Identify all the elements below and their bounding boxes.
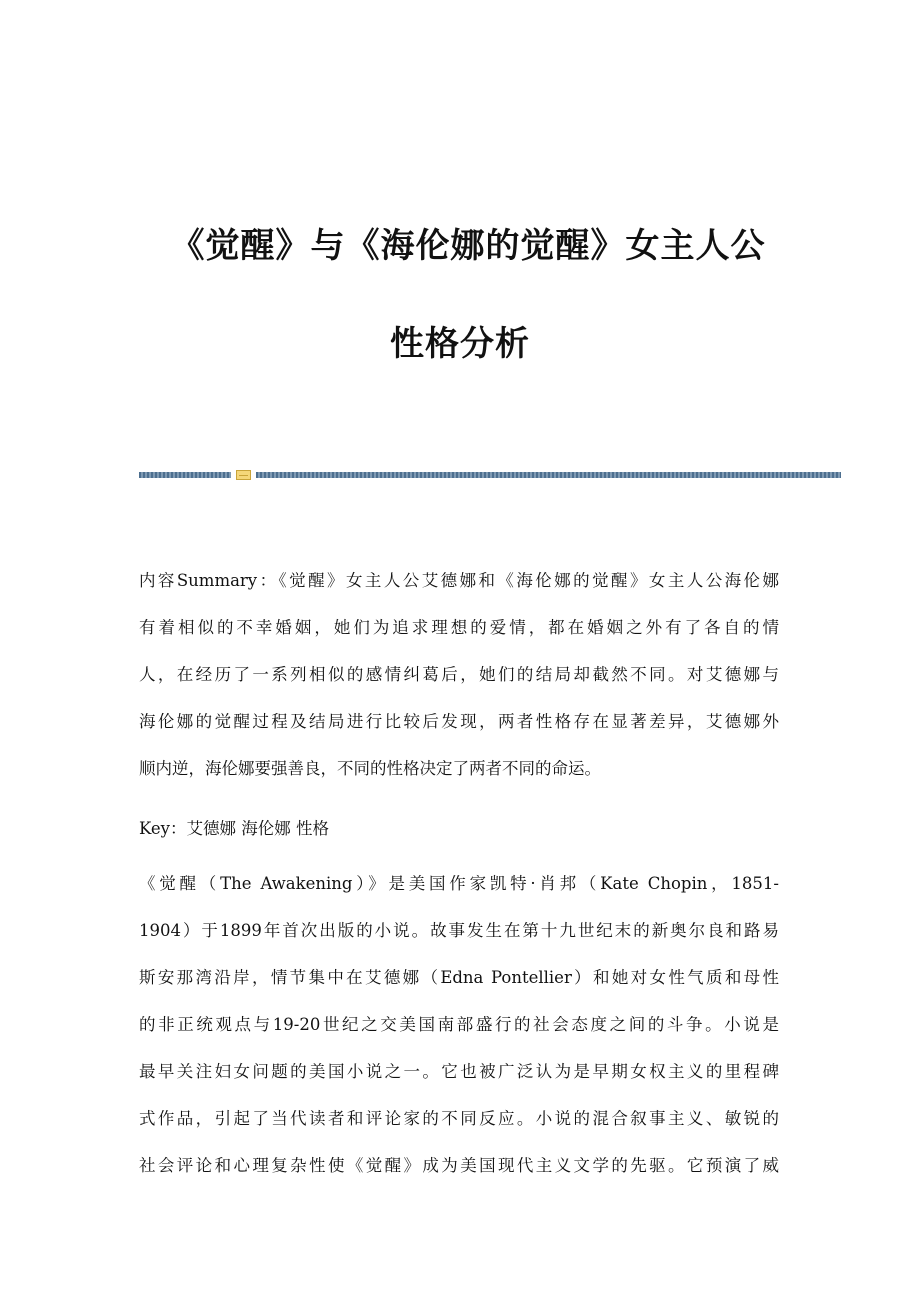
- body-line: 斯安那湾沿岸，情节集中在艾德娜（Edna Pontellier）和她对女性气质和母性: [139, 968, 779, 987]
- summary-line: 海伦娜的觉醒过程及结局进行比较后发现，两者性格存在显著差异，艾德娜外: [139, 712, 779, 731]
- document-title-line-1: 《觉醒》与《海伦娜的觉醒》女主人公: [170, 226, 766, 266]
- body-line: 《觉醒（The Awakening）》是美国作家凯特·肖邦（Kate Chopin，1851-: [139, 874, 779, 893]
- summary-line: 顺内逆，海伦娜要强善良，不同的性格决定了两者不同的命运。: [139, 759, 601, 778]
- divider-bar-left: [139, 472, 231, 478]
- document-title-line-2: 性格分析: [390, 324, 530, 364]
- summary-line: 内容Summary：《觉醒》女主人公艾德娜和《海伦娜的觉醒》女主人公海伦娜: [139, 571, 779, 590]
- body-line: 最早关注妇女问题的美国小说之一。它也被广泛认为是早期女权主义的里程碑: [139, 1062, 779, 1081]
- body-line: 1904）于1899年首次出版的小说。故事发生在第十九世纪末的新奥尔良和路易: [139, 921, 779, 940]
- title-divider: [139, 470, 841, 480]
- keywords-line: [139, 805, 784, 852]
- body-paragraph: [139, 860, 784, 1189]
- keywords-text: Key：艾德娜 海伦娜 性格: [139, 819, 329, 838]
- body-line: 社会评论和心理复杂性使《觉醒》成为美国现代主义文学的先驱。它预演了威: [139, 1156, 779, 1175]
- divider-bar-right: [256, 472, 841, 478]
- envelope-icon: [236, 470, 251, 480]
- body-line: 式作品，引起了当代读者和评论家的不同反应。小说的混合叙事主义、敏锐的: [139, 1109, 779, 1128]
- body-line: 的非正统观点与19-20世纪之交美国南部盛行的社会态度之间的斗争。小说是: [139, 1015, 779, 1034]
- summary-line: 人，在经历了一系列相似的感情纠葛后，她们的结局却截然不同。对艾德娜与: [139, 665, 779, 684]
- summary-paragraph: [139, 557, 784, 792]
- summary-line: 有着相似的不幸婚姻，她们为追求理想的爱情，都在婚姻之外有了各自的情: [139, 618, 779, 637]
